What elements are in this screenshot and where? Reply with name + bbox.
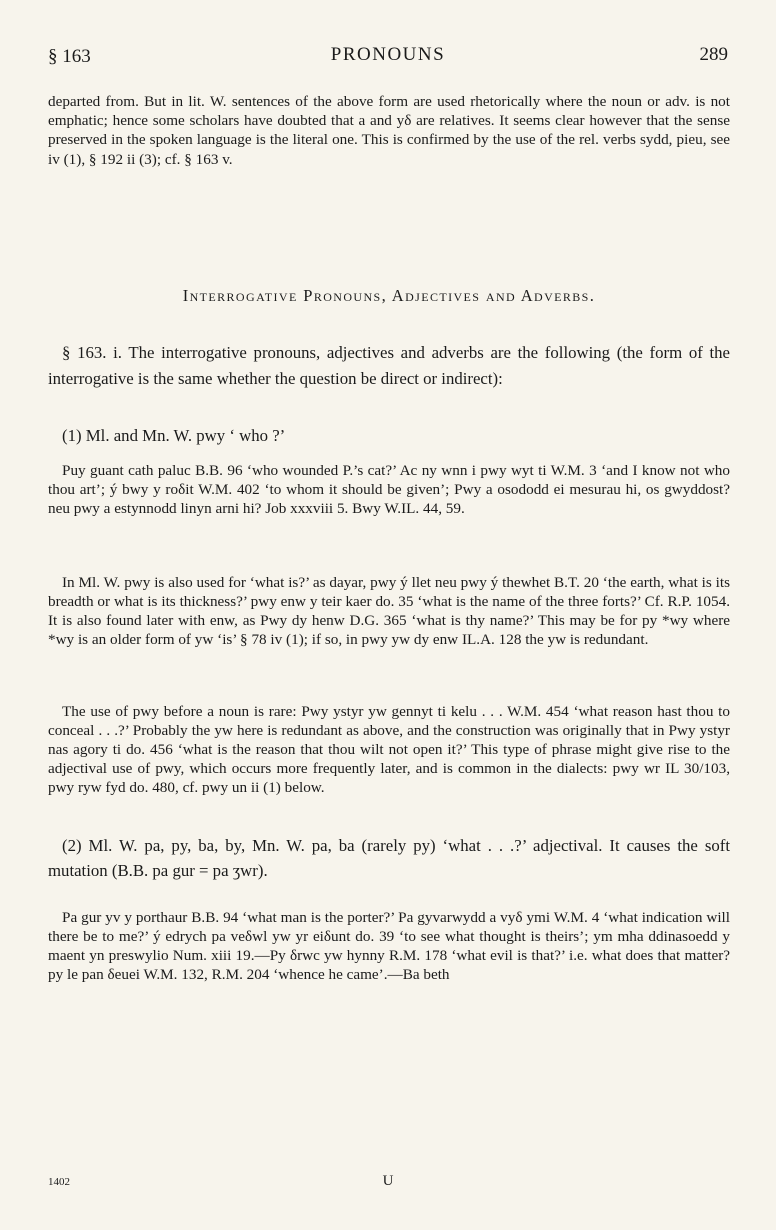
section-163-intro: § 163. i. The interrogative pronouns, adjectives and adverbs are the following (the form of the interrogative is the same whether the question be direct or indirect): [48, 343, 730, 388]
running-title: PRONOUNS [330, 44, 446, 65]
item-2-title: (2) Ml. W. pa, py, ba, by, Mn. W. pa, ba (rarely py) ‘what . . .?’ adjectival. It causes the soft mutation (B.B. pa gur = pa ʒwr). [48, 836, 730, 880]
item-1-examples: Puy guant cath paluc B.B. 96 ‘who wounded P.’s cat?’ Ac ny wnn i pwy wyt ti W.M. 3 ‘and I know not who thou art’; ý bwy y roδit W.M. 402 ‘to whom it should be given’; Pwy a osododd ei mesurau hi, os gwyddost? neu pwy a estynnodd linyn arni hi? Job xxxviii 5. Bwy W.IL. 44, 59. [48, 462, 730, 517]
item-1-title: (1) Ml. and Mn. W. pwy ‘ who ?’ [62, 426, 286, 445]
page-header [48, 44, 728, 70]
paragraph-continuation: departed from. But in lit. W. sentences of the above form are used rhetorically where the noun or adv. is not emphatic; hence some scholars have doubted that a and yδ are relatives. It seems clear however that the sense preserved in the spoken language is the literal one. This is confirmed by the use of the rel. verbs sydd, pieu, see iv (1), § 192 ii (3); cf. § 163 v. [48, 93, 730, 168]
item-2-examples: Pa gur yv y porthaur B.B. 94 ‘what man is the porter?’ Pa gyvarwydd a vyδ ymi W.M. 4 ‘what indication will there be to me?’ ý edrych pa veδwl yw yr eiδunt do. 39 ‘to see what thought is theirs’; ym mha ddinasoedd y maent yn preswylio Num. xiii 19.—Py δrwc yw hynny R.M. 178 ‘what evil is that?’ i.e. what does that matter? py le pan δeuei W.M. 132, R.M. 204 ‘whence he came’.—Ba beth [48, 909, 730, 983]
page-number: 289 [699, 44, 728, 65]
signature-mark: U [382, 1173, 394, 1189]
section-heading: Interrogative Pronouns, Adjectives and Adverbs. [182, 286, 596, 305]
section-reference: § 163 [48, 46, 91, 67]
printer-signature: 1402 [48, 1176, 70, 1188]
item-1-note-before-noun: The use of pwy before a noun is rare: Pwy ystyr yw gennyt ti kelu . . . W.M. 454 ‘what reason hast thou to conceal . . .?’ Probably the yw here is redundant as above, and the construction was originally that in Pwy ystyr nas agory ti do. 456 ‘what is the reason that thou wilt not open it?’ This type of phrase might give rise to the adjectival use of pwy, which occurs more frequently later, and is common in the dialects: pwy wr IL 30/103, pwy ryw fyd do. 480, cf. pwy un ii (1) below. [48, 703, 730, 796]
item-1-note-what-is: In Ml. W. pwy is also used for ‘what is?’ as dayar, pwy ý llet neu pwy ý thewhet B.T. 20 ‘the earth, what is its breadth or what is its thickness?’ pwy enw y teir kaer do. 35 ‘what is the name of the three forts?’ Cf. R.P. 1054. It is also found later with enw, as Pwy dy henw D.G. 365 ‘what is thy name?’ This may be for py *wy where *wy is an older form of yw ‘is’ § 78 iv (1); if so, in pwy yw dy enw IL.A. 128 the yw is redundant. [48, 574, 730, 648]
